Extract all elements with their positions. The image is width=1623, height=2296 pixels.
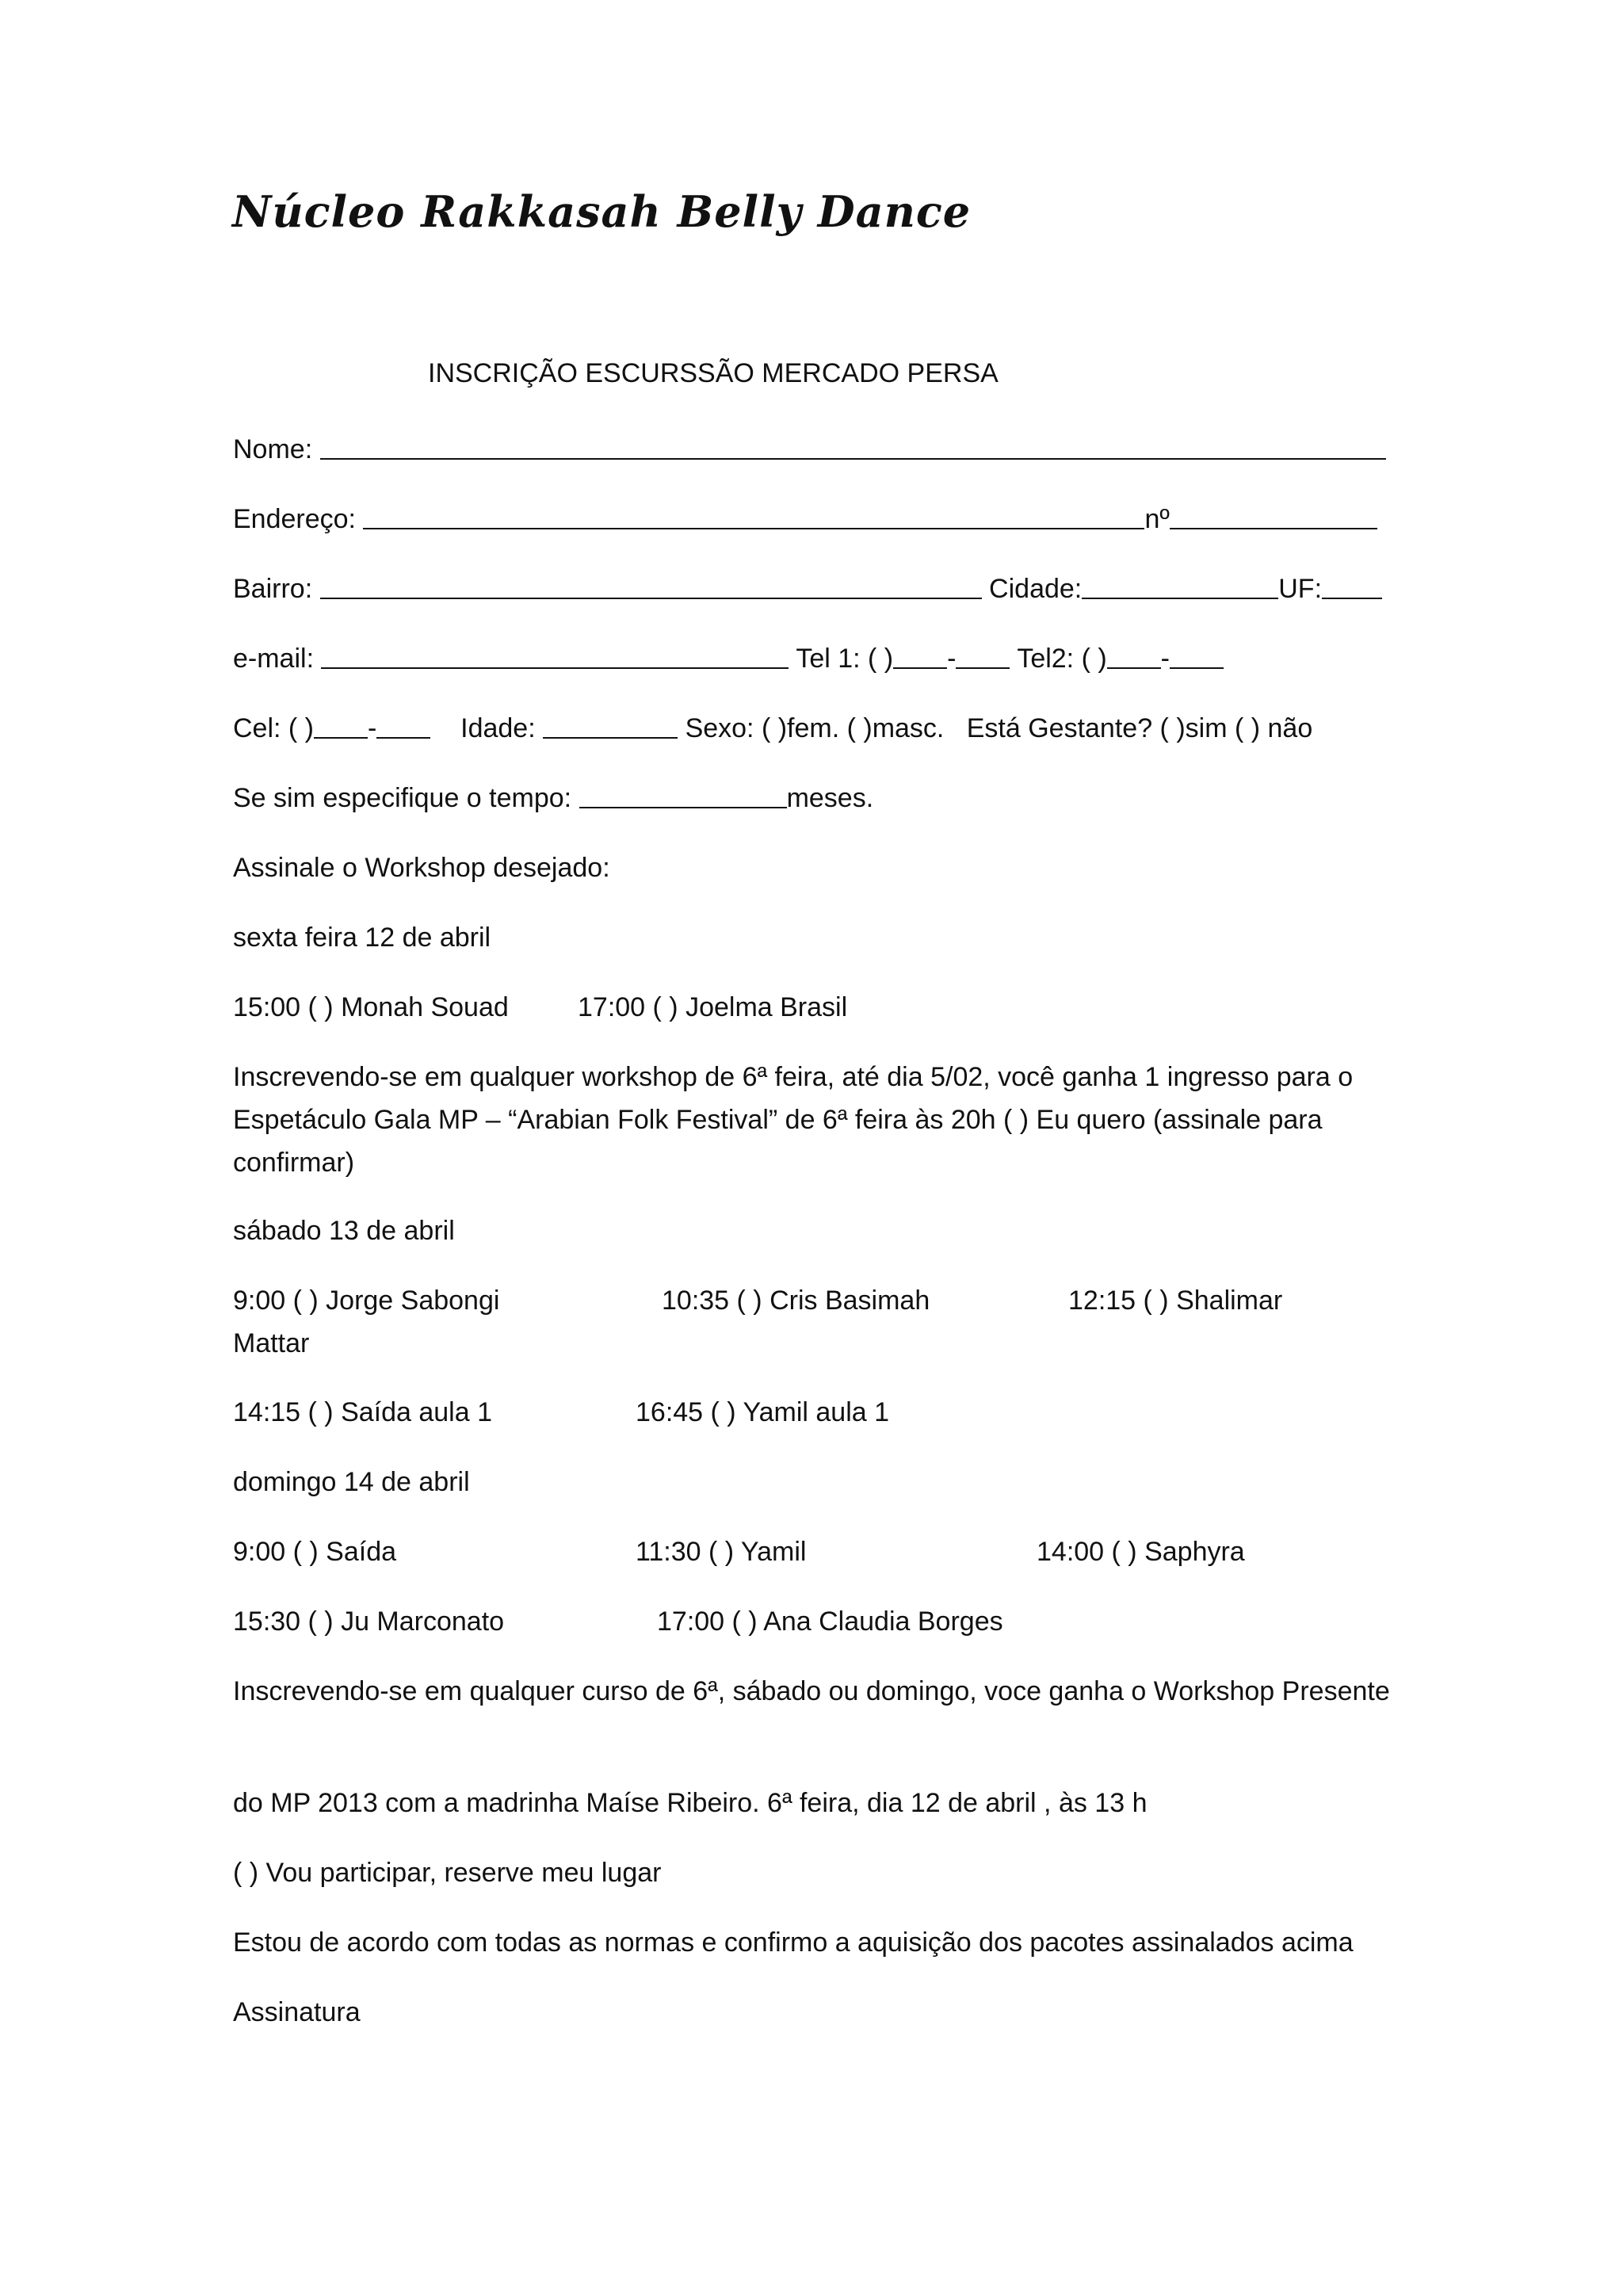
- slot-sunday-1130[interactable]: 11:30 ( ) Yamil: [636, 1537, 807, 1567]
- tel1-dash: -: [947, 644, 957, 674]
- day-friday-heading: sexta feira 12 de abril: [233, 923, 491, 953]
- tel1-label: Tel 1: ( ): [796, 644, 894, 674]
- nome-row: [233, 428, 1386, 471]
- tel2-label: Tel2: ( ): [1017, 644, 1107, 674]
- idade-label: Idade:: [460, 713, 536, 743]
- sexo-options[interactable]: Sexo: ( )fem. ( )masc.: [685, 713, 945, 743]
- day-saturday-heading: sábado 13 de abril: [233, 1216, 455, 1246]
- email-field[interactable]: [321, 642, 789, 669]
- tempo-label: Se sim especifique o tempo:: [233, 783, 572, 813]
- page-title: Núcleo Rakkasah Belly Dance: [232, 186, 972, 237]
- form-heading: INSCRIÇÃO ESCURSSÃO MERCADO PERSA: [428, 358, 999, 388]
- contact-row: [233, 637, 1224, 680]
- day-sunday-heading: domingo 14 de abril: [233, 1467, 470, 1497]
- slot-sunday-1530[interactable]: 15:30 ( ) Ju Marconato: [233, 1606, 505, 1637]
- cel-dash: -: [368, 713, 377, 743]
- nome-label: Nome:: [233, 434, 313, 464]
- uf-field[interactable]: [1322, 572, 1382, 599]
- slot-saturday-0900[interactable]: 9:00 ( ) Jorge Sabongi: [233, 1286, 500, 1316]
- slot-saturday-1645[interactable]: 16:45 ( ) Yamil aula 1: [636, 1397, 890, 1427]
- slot-sunday-1400[interactable]: 14:00 ( ) Saphyra: [1037, 1537, 1245, 1567]
- cidade-label: Cidade:: [989, 574, 1083, 604]
- bairro-label: Bairro:: [233, 574, 313, 604]
- slot-saturday-1415[interactable]: 14:15 ( ) Saída aula 1: [233, 1397, 493, 1427]
- promo-workshop-presente-cont: do MP 2013 com a madrinha Maíse Ribeiro. 6ª feira, dia 12 de abril , às 13 h: [233, 1788, 1148, 1818]
- numero-label: nº: [1144, 504, 1170, 534]
- tel2-suffix-field[interactable]: [1170, 642, 1224, 669]
- promo-gala-text: Inscrevendo-se em qualquer workshop de 6ª feira, até dia 5/02, você ganha 1 ingresso para o Espetáculo Gala MP – “Arabian Folk Festival” de 6ª feira às 20h ( ) Eu quero (assinale para confirmar): [233, 1062, 1354, 1178]
- tel1-prefix-field[interactable]: [893, 642, 947, 669]
- slot-friday-1500[interactable]: 15:00 ( ) Monah Souad: [233, 992, 509, 1022]
- slot-friday-1700[interactable]: 17:00 ( ) Joelma Brasil: [578, 992, 848, 1022]
- uf-label: UF:: [1278, 574, 1323, 604]
- cel-prefix-field[interactable]: [314, 712, 368, 739]
- endereco-field[interactable]: [363, 502, 1144, 529]
- meses-label: meses.: [786, 783, 874, 813]
- slot-saturday-1215-cont: Mattar: [233, 1328, 310, 1358]
- slot-saturday-1035[interactable]: 10:35 ( ) Cris Basimah: [662, 1286, 930, 1316]
- nome-field[interactable]: [320, 433, 1386, 460]
- promo-workshop-presente: Inscrevendo-se em qualquer curso de 6ª, sábado ou domingo, voce ganha o Workshop Presente: [233, 1676, 1390, 1706]
- email-label: e-mail:: [233, 644, 315, 674]
- numero-field[interactable]: [1170, 502, 1377, 529]
- slot-sunday-1700[interactable]: 17:00 ( ) Ana Claudia Borges: [657, 1606, 1003, 1637]
- cel-suffix-field[interactable]: [376, 712, 430, 739]
- tempo-field[interactable]: [579, 781, 787, 808]
- tel2-prefix-field[interactable]: [1107, 642, 1161, 669]
- slot-sunday-0900[interactable]: 9:00 ( ) Saída: [233, 1537, 397, 1567]
- bairro-field[interactable]: [320, 572, 982, 599]
- tel1-suffix-field[interactable]: [956, 642, 1010, 669]
- tempo-row: [233, 777, 873, 819]
- bairro-row: [233, 567, 1382, 610]
- gestante-options[interactable]: Está Gestante? ( )sim ( ) não: [966, 713, 1313, 743]
- participate-checkbox[interactable]: ( ) Vou participar, reserve meu lugar: [233, 1858, 662, 1888]
- agreement-text: Estou de acordo com todas as normas e confirmo a aquisição dos pacotes assinalados acima: [233, 1927, 1354, 1958]
- idade-field[interactable]: [543, 712, 678, 739]
- tel2-dash: -: [1160, 644, 1170, 674]
- endereco-label: Endereço:: [233, 504, 356, 534]
- personal-row: [233, 707, 1312, 750]
- signature-label: Assinatura: [233, 1997, 361, 2027]
- cel-label: Cel: ( ): [233, 713, 314, 743]
- workshop-prompt: Assinale o Workshop desejado:: [233, 853, 610, 883]
- cidade-field[interactable]: [1082, 572, 1278, 599]
- slot-saturday-1215[interactable]: 12:15 ( ) Shalimar: [1068, 1286, 1283, 1316]
- endereco-row: [233, 498, 1377, 541]
